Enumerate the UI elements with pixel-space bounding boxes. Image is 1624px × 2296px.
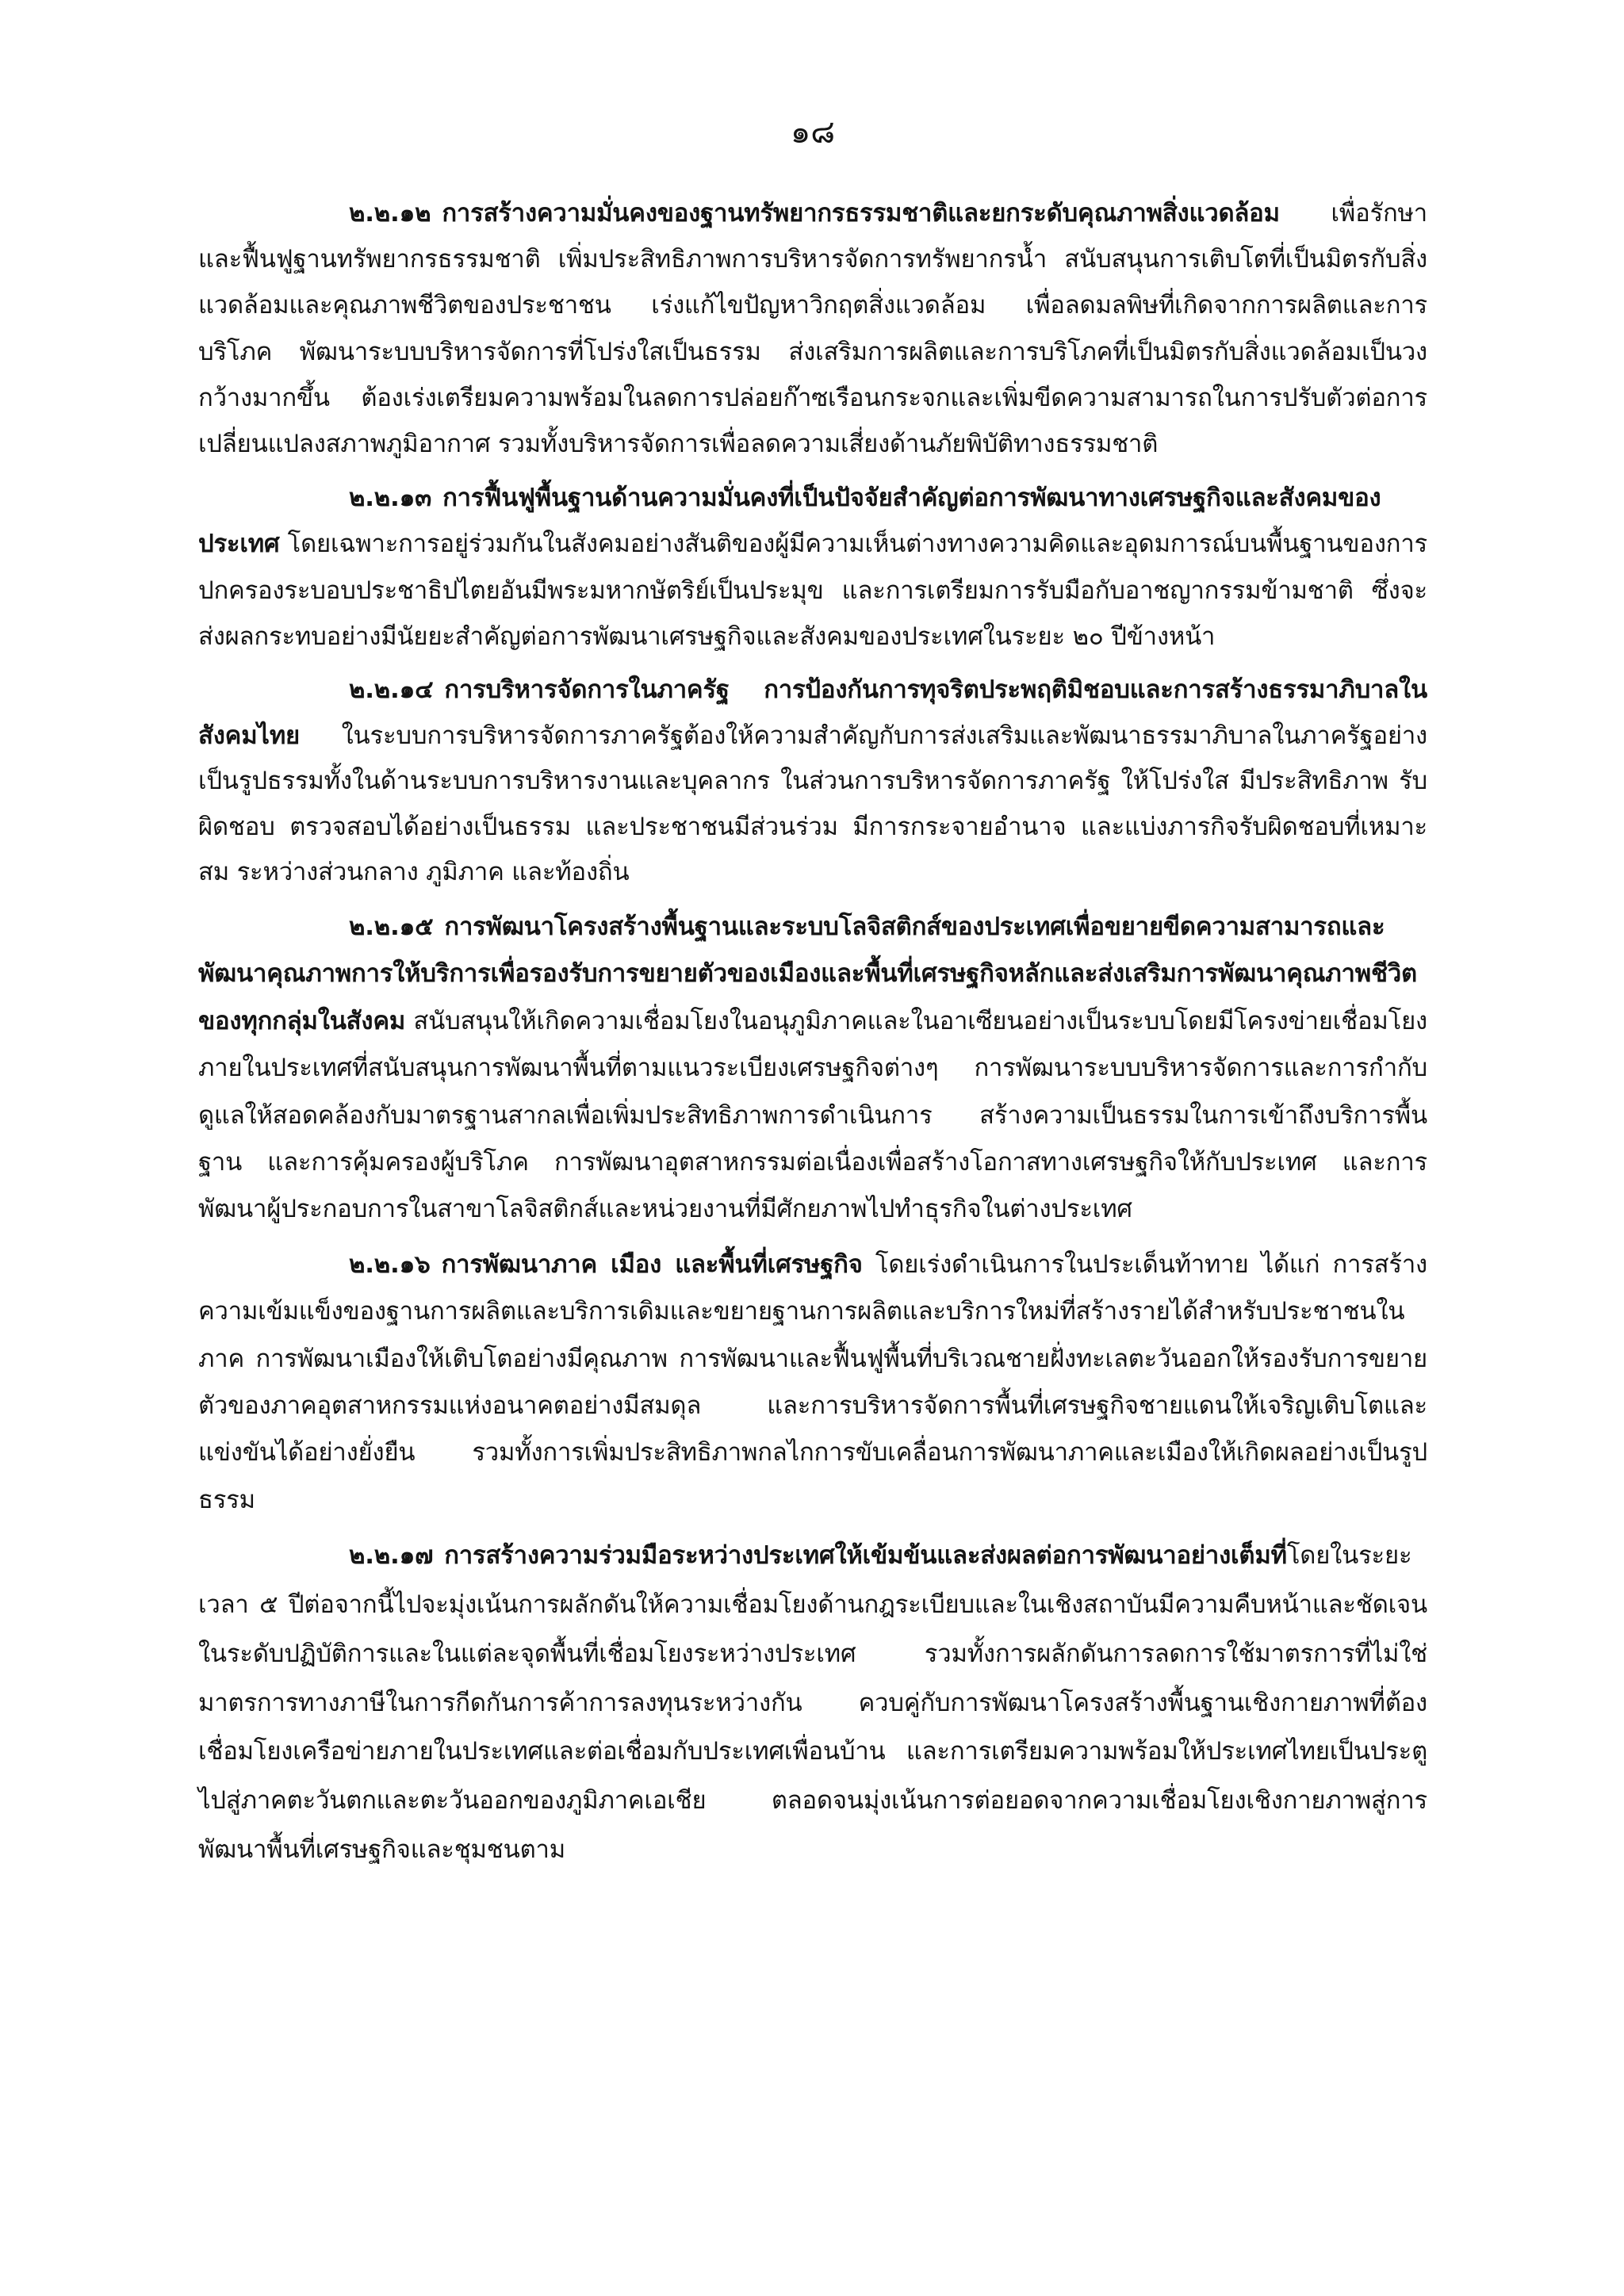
section-body: เพื่อรักษาและฟื้นฟูฐานทรัพยากรธรรมชาติ เพิ่มประสิทธิภาพการบริหารจัดการทรัพยากรน้ำ สนับสนุนการเติบโตที่เป็นมิตรกับสิ่งแวดล้อมและคุณภาพชีวิตของประชาชน เร่งแก้ไขปัญหาวิกฤตสิ่งแวดล้อม เพื่อลดมลพิษที่เกิดจากการผลิตและการบริโภค พัฒนาระบบบริหารจัดการที่โปร่งใสเป็นธรรม ส่งเสริมการผลิตและการบริโภคที่เป็นมิตรกับสิ่งแวดล้อมเป็นวงกว้างมากขึ้น ต้องเร่งเตรียมความพร้อมในลดการปล่อยก๊าซเรือนกระจกและเพิ่มขีดความสามารถในการปรับตัวต่อการเปลี่ยนแปลงสภาพภูมิอากาศ รวมทั้งบริหารจัดการเพื่อลดความเสี่ยงด้านภัยพิบัติทางธรรมชาติ [198, 199, 1427, 459]
section-heading: การสร้างความร่วมมือระหว่างประเทศให้เข้มข้นและส่งผลต่อการพัฒนาอย่างเต็มที่ [444, 1541, 1287, 1571]
section-2-2-17 [198, 1532, 1427, 1875]
section-body: โดยในระยะเวลา ๕ ปีต่อจากนี้ไปจะมุ่งเน้นการผลักดันให้ความเชื่อมโยงด้านกฎระเบียบและในเชิงสถาบันมีความคืบหน้าและชัดเจนในระดับปฏิบัติการและในแต่ละจุดพื้นที่เชื่อมโยงระหว่างประเทศ รวมทั้งการผลักดันการลดการใช้มาตรการที่ไม่ใช่มาตรการทางภาษีในการกีดกันการค้าการลงทุนระหว่างกัน ควบคู่กับการพัฒนาโครงสร้างพื้นฐานเชิงกายภาพที่ต้องเชื่อมโยงเครือข่ายภายในประเทศและต่อเชื่อมกับประเทศเพื่อนบ้าน และการเตรียมความพร้อมให้ประเทศไทยเป็นประตูไปสู่ภาคตะวันตกและตะวันออกของภูมิภาคเอเชีย ตลอดจนมุ่งเน้นการต่อยอดจากความเชื่อมโยงเชิงกายภาพสู่การพัฒนาพื้นที่เศรษฐกิจและชุมชนตาม [198, 1541, 1427, 1865]
section-2-2-16 [198, 1242, 1427, 1524]
section-body: โดยเร่งดำเนินการในประเด็นท้าทาย ได้แก่ การสร้างความเข้มแข็งของฐานการผลิตและบริการเดิมและขยายฐานการผลิตและบริการใหม่ที่สร้างรายได้สำหรับประชาชนในภาค การพัฒนาเมืองให้เติบโตอย่างมีคุณภาพ การพัฒนาและฟื้นฟูพื้นที่บริเวณชายฝั่งทะเลตะวันออกให้รองรับการขยายตัวของภาคอุตสาหกรรมแห่งอนาคตอย่างมีสมดุล และการบริหารจัดการพื้นที่เศรษฐกิจชายแดนให้เจริญเติบโตและแข่งขันได้อย่างยั่งยืน รวมทั้งการเพิ่มประสิทธิภาพกลไกการขับเคลื่อนการพัฒนาภาคและเมืองให้เกิดผลอย่างเป็นรูปธรรม [198, 1249, 1427, 1514]
section-number: ๒.๒.๑๕ [349, 913, 434, 941]
section-2-2-15 [198, 904, 1427, 1234]
section-2-2-13 [198, 475, 1427, 660]
document-body [198, 190, 1427, 1883]
section-body: ในระบบการบริหารจัดการภาครัฐต้องให้ความสำคัญกับการส่งเสริมและพัฒนาธรรมาภิบาลในภาครัฐอย่างเป็นรูปธรรมทั้งในด้านระบบการบริหารงานและบุคลากร ในส่วนการบริหารจัดการภาครัฐ ให้โปร่งใส มีประสิทธิภาพ รับผิดชอบ ตรวจสอบได้อย่างเป็นธรรม และประชาชนมีส่วนร่วม มีการกระจายอำนาจ และแบ่งภารกิจรับผิดชอบที่เหมาะสม ระหว่างส่วนกลาง ภูมิภาค และท้องถิ่น [198, 721, 1427, 887]
section-body: สนับสนุนให้เกิดความเชื่อมโยงในอนุภูมิภาคและในอาเซียนอย่างเป็นระบบโดยมีโครงข่ายเชื่อมโยงภายในประเทศที่สนับสนุนการพัฒนาพื้นที่ตามแนวระเบียงเศรษฐกิจต่างๆ การพัฒนาระบบบริหารจัดการและการกำกับดูแลให้สอดคล้องกับมาตรฐานสากลเพื่อเพิ่มประสิทธิภาพการดำเนินการ สร้างความเป็นธรรมในการเข้าถึงบริการพื้นฐาน และการคุ้มครองผู้บริโภค การพัฒนาอุตสาหกรรมต่อเนื่องเพื่อสร้างโอกาสทางเศรษฐกิจให้กับประเทศ และการพัฒนาผู้ประกอบการในสาขาโลจิสติกส์และหน่วยงานที่มีศักยภาพไปทำธุรกิจในต่างประเทศ [198, 1006, 1427, 1224]
section-number: ๒.๒.๑๔ [349, 675, 434, 705]
section-2-2-12 [198, 190, 1427, 467]
section-heading: การพัฒนาภาค เมือง และพื้นที่เศรษฐกิจ [441, 1249, 863, 1279]
section-number: ๒.๒.๑๓ [349, 484, 432, 513]
section-heading: การพัฒนาโครงสร้างพื้นฐานและระบบโลจิสติกส์ของประเทศเพื่อขยายขีดความสามารถและพัฒนาคุณภาพการให้บริการเพื่อรองรับการขยายตัวของเมืองและพื้นที่เศรษฐกิจหลักและส่งเสริมการพัฒนาคุณภาพชีวิตของทุกกลุ่มในสังคม [198, 913, 1417, 1035]
section-heading: การฟื้นฟูพื้นฐานด้านความมั่นคงที่เป็นปัจจัยสำคัญต่อการพัฒนาทางเศรษฐกิจและสังคมของประเทศ [198, 484, 1381, 559]
page-number: ๑๘ [790, 114, 836, 151]
section-heading: การบริหารจัดการในภาครัฐ การป้องกันการทุจริตประพฤติมิชอบและการสร้างธรรมาภิบาลในสังคมไทย [198, 675, 1427, 750]
section-number: ๒.๒.๑๗ [349, 1541, 434, 1571]
section-heading: การสร้างความมั่นคงของฐานทรัพยากรธรรมชาติและยกระดับคุณภาพสิ่งแวดล้อม [442, 199, 1280, 228]
section-number: ๒.๒.๑๖ [349, 1249, 431, 1279]
section-body: โดยเฉพาะการอยู่ร่วมกันในสังคมอย่างสันติของผู้มีความเห็นต่างทางความคิดและอุดมการณ์บนพื้นฐานของการปกครองระบอบประชาธิปไตยอันมีพระมหากษัตริย์เป็นประมุข และการเตรียมการรับมือกับอาชญากรรมข้ามชาติ ซึ่งจะส่งผลกระทบอย่างมีนัยยะสำคัญต่อการพัฒนาเศรษฐกิจและสังคมของประเทศในระยะ ๒๐ ปีข้างหน้า [198, 530, 1427, 651]
section-2-2-14 [198, 668, 1427, 896]
section-number: ๒.๒.๑๒ [349, 199, 431, 228]
